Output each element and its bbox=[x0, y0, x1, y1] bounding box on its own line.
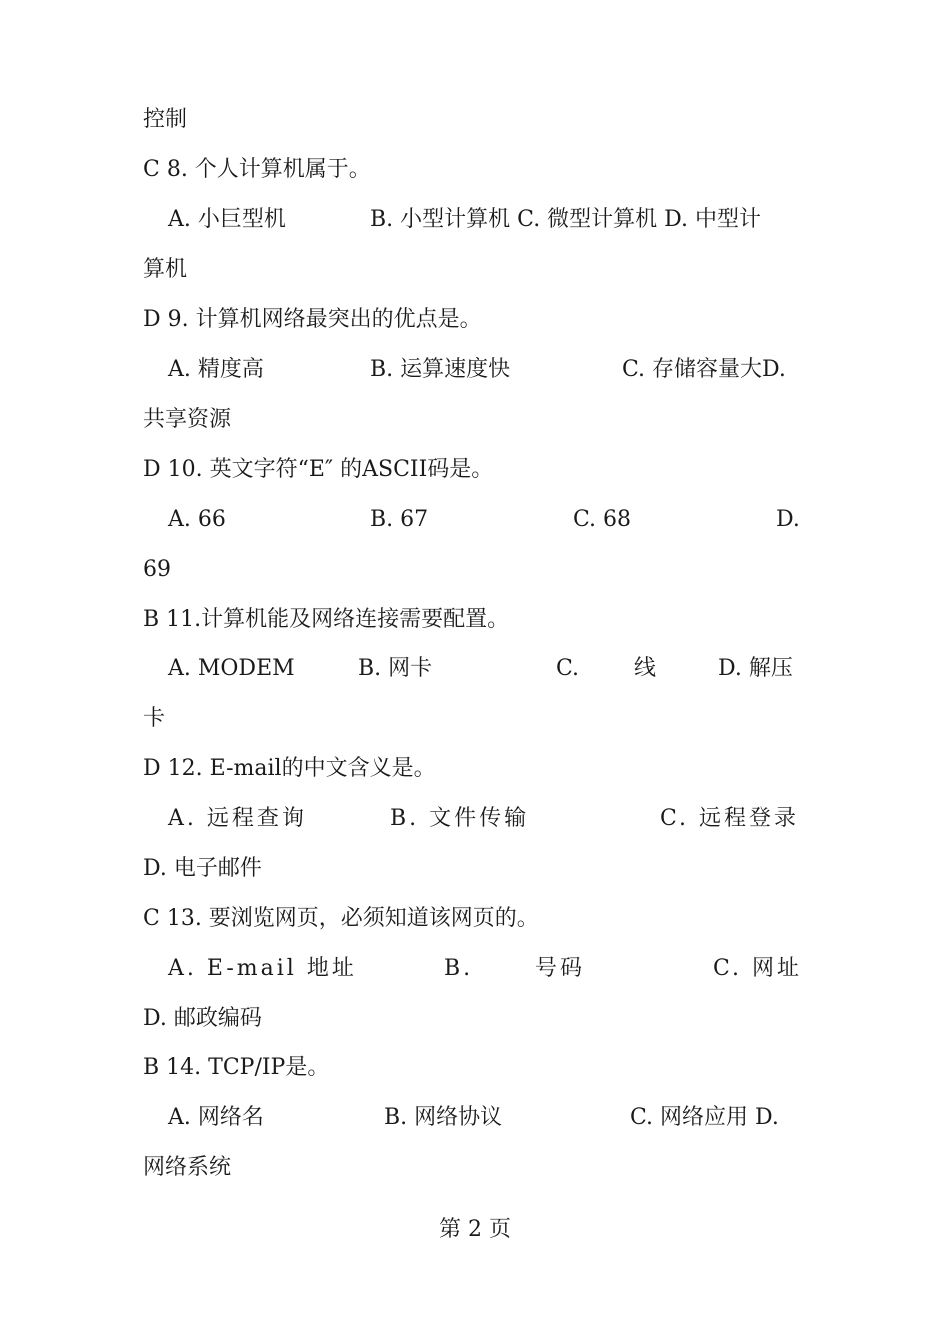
question-13-option-a: A. E-mail 地址 bbox=[168, 956, 357, 981]
question-11-options bbox=[0, 655, 950, 683]
question-11-option-b: B. 网卡 bbox=[358, 656, 433, 681]
question-8-option-bcd: B. 小型计算机 C. 微型计算机 D. 中型计 bbox=[370, 207, 762, 232]
question-14-option-a: A. 网络名 bbox=[168, 1105, 264, 1130]
question-8-overflow: 算机 bbox=[143, 257, 188, 282]
question-9-option-b: B. 运算速度快 bbox=[370, 357, 511, 382]
question-10-option-c: C. 68 bbox=[573, 507, 632, 532]
question-10-stem: D 10. 英文字符“E″ 的ASCII码是。 bbox=[143, 457, 494, 482]
question-14-option-cd: C. 网络应用 D. bbox=[630, 1105, 779, 1130]
question-10-options bbox=[0, 506, 950, 534]
question-9-options bbox=[0, 356, 950, 384]
question-10-overflow: 69 bbox=[143, 557, 171, 582]
question-11-option-c-label: C. bbox=[556, 656, 580, 681]
question-9-option-a: A. 精度高 bbox=[168, 357, 264, 382]
question-10-option-b: B. 67 bbox=[370, 507, 429, 532]
question-10-option-a: A. 66 bbox=[168, 507, 226, 532]
question-11-stem: B 11.计算机能及网络连接需要配置。 bbox=[143, 607, 510, 632]
question-9-stem: D 9. 计算机网络最突出的优点是。 bbox=[143, 307, 482, 332]
question-13-overflow: D. 邮政编码 bbox=[143, 1006, 262, 1031]
question-12-overflow: D. 电子邮件 bbox=[143, 856, 262, 881]
question-8-option-a: A. 小巨型机 bbox=[168, 207, 286, 232]
question-12-option-c: C. 远程登录 bbox=[660, 806, 800, 831]
question-13-stem: C 13. 要浏览网页，必须知道该网页的。 bbox=[143, 906, 539, 931]
question-12-stem: D 12. E-mail的中文含义是。 bbox=[143, 756, 436, 781]
question-9-option-cd: C. 存储容量大D. bbox=[622, 357, 786, 382]
question-11-option-a: A. MODEM bbox=[168, 656, 295, 681]
question-8-stem: C 8. 个人计算机属于。 bbox=[143, 157, 371, 182]
question-12-option-a: A. 远程查询 bbox=[168, 806, 307, 831]
question-11-overflow: 卡 bbox=[143, 706, 166, 731]
question-12-option-b: B. 文件传输 bbox=[390, 806, 530, 831]
question-14-options bbox=[0, 1104, 950, 1132]
question-9-overflow: 共享资源 bbox=[143, 407, 232, 432]
page-number: 第 2 页 bbox=[439, 1217, 511, 1242]
question-11-option-d: D. 解压 bbox=[718, 656, 793, 681]
question-13-option-b-label: B. bbox=[444, 956, 474, 981]
question-8-options bbox=[0, 206, 950, 234]
question-13-option-c: C. 网址 bbox=[713, 956, 803, 981]
question-13-options bbox=[0, 955, 950, 983]
question-12-options bbox=[0, 805, 950, 833]
question-11-option-c-text: 线 bbox=[634, 656, 657, 681]
question-14-overflow: 网络系统 bbox=[143, 1155, 232, 1180]
question-14-option-b: B. 网络协议 bbox=[384, 1105, 503, 1130]
question-10-option-d: D. bbox=[776, 507, 800, 532]
continuation-text: 控制 bbox=[143, 107, 188, 132]
question-13-option-b-text: 号码 bbox=[535, 956, 586, 981]
question-14-stem: B 14. TCP/IP是。 bbox=[143, 1055, 330, 1080]
